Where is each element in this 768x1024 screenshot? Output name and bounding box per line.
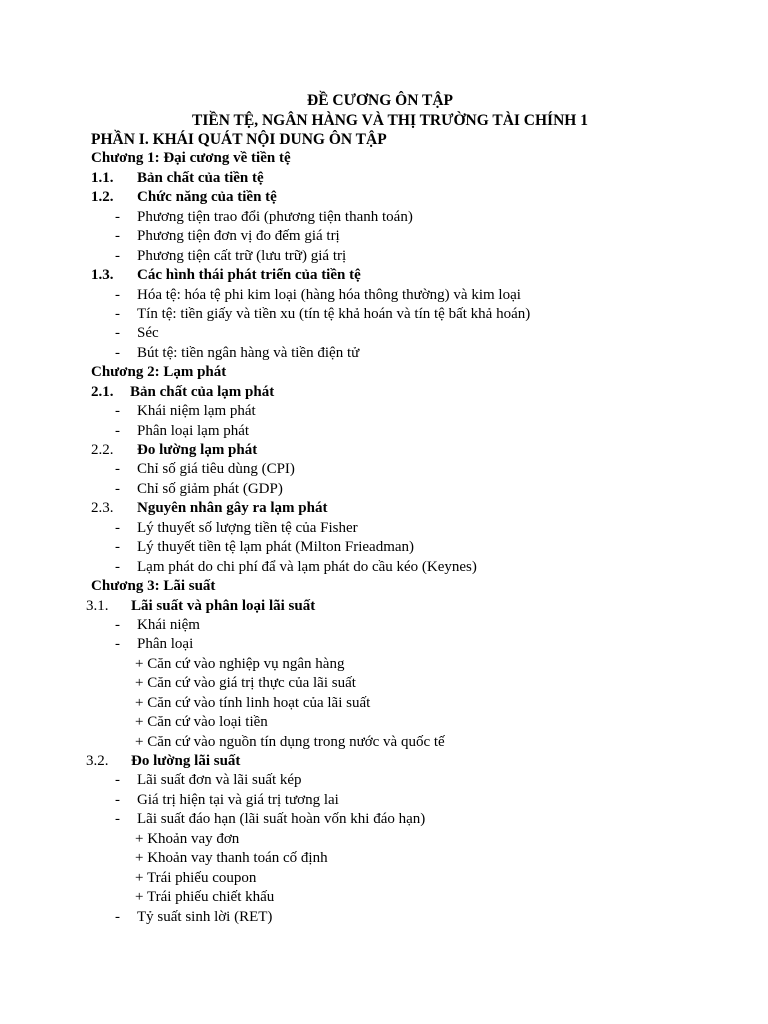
- section-heading: [0, 383, 768, 402]
- dash-bullet-icon: -: [115, 480, 120, 497]
- bullet-item: [0, 324, 768, 343]
- section-title: Bản chất của tiền tệ: [137, 169, 264, 186]
- bullet-item: [0, 616, 768, 635]
- section-number: 3.1.: [86, 597, 109, 614]
- sub-item-text: + Khoản vay đơn: [135, 830, 240, 847]
- bullet-text: Bút tệ: tiền ngân hàng và tiền điện tử: [137, 344, 360, 361]
- bullet-item: [0, 771, 768, 790]
- bullet-text: Lý thuyết tiền tệ lạm phát (Milton Frieadman): [137, 539, 415, 556]
- sub-item-text: + Căn cứ vào nguồn tín dụng trong nước và quốc tế: [135, 733, 445, 750]
- dash-bullet-icon: -: [115, 305, 120, 322]
- section-title: Chức năng của tiền tệ: [137, 189, 277, 206]
- bullet-text: Hóa tệ: hóa tệ phi kim loại (hàng hóa thông thường) và kim loại: [137, 286, 521, 303]
- section-heading: [0, 499, 768, 518]
- bullet-item: [0, 791, 768, 810]
- section-heading: [0, 597, 768, 616]
- section-title: Đo lường lạm phát: [137, 442, 258, 458]
- section-number: 2.2.: [91, 442, 114, 458]
- chapter-heading: Chương 1: Đại cương về tiền tệ: [91, 150, 291, 167]
- bullet-item: [0, 344, 768, 363]
- bullet-text: Khái niệm: [137, 616, 200, 633]
- section-title: Các hình thái phát triển của tiền tệ: [137, 267, 361, 284]
- bullet-item: [0, 247, 768, 266]
- sub-item: [0, 694, 768, 713]
- sub-item-text: + Khoản vay thanh toán cố định: [135, 850, 328, 867]
- section-title: Đo lường lãi suất: [131, 753, 241, 769]
- sub-item: [0, 849, 768, 868]
- bullet-item: [0, 402, 768, 421]
- sub-item-text: + Trái phiếu chiết khấu: [135, 889, 275, 906]
- dash-bullet-icon: -: [115, 208, 120, 225]
- bullet-item: [0, 558, 768, 577]
- section-number: 2.1.: [91, 383, 114, 400]
- section-number: 1.1.: [91, 169, 114, 186]
- bullet-text: Lãi suất đáo hạn (lãi suất hoàn vốn khi đáo hạn): [137, 811, 426, 828]
- document-title: ĐỀ CƯƠNG ÔN TẬP: [307, 92, 453, 109]
- bullet-item: [0, 460, 768, 479]
- dash-bullet-icon: -: [115, 772, 120, 789]
- sub-item: [0, 869, 768, 888]
- sub-item: [0, 713, 768, 732]
- chapter-heading: Chương 2: Lạm phát: [91, 364, 227, 381]
- sub-item: [0, 733, 768, 752]
- dash-bullet-icon: -: [115, 286, 120, 303]
- dash-bullet-icon: -: [115, 791, 120, 808]
- bullet-text: Lãi suất đơn và lãi suất kép: [137, 772, 302, 789]
- bullet-text: Tỷ suất sinh lời (RET): [137, 908, 273, 925]
- bullet-text: Khái niệm lạm phát: [137, 403, 256, 420]
- bullet-text: Phân loại lạm phát: [137, 422, 250, 439]
- chapter-heading: Chương 3: Lãi suất: [91, 578, 216, 595]
- dash-bullet-icon: -: [115, 325, 120, 342]
- section-title: Bản chất của lạm phát: [130, 383, 275, 400]
- bullet-text: Tín tệ: tiền giấy và tiền xu (tín tệ khả hoán và tín tệ bất khả hoán): [137, 305, 531, 322]
- sub-item-text: + Căn cứ vào tính linh hoạt của lãi suất: [135, 694, 371, 711]
- section-number: 1.2.: [91, 189, 114, 206]
- dash-bullet-icon: -: [115, 811, 120, 828]
- sub-item-text: + Căn cứ vào loại tiền: [135, 714, 268, 731]
- section-title: Lãi suất và phân loại lãi suất: [131, 597, 316, 614]
- bullet-item: [0, 635, 768, 654]
- dash-bullet-icon: -: [115, 519, 120, 536]
- bullet-text: Chỉ số giá tiêu dùng (CPI): [137, 461, 295, 478]
- bullet-item: [0, 208, 768, 227]
- dash-bullet-icon: -: [115, 344, 120, 361]
- sub-item: [0, 655, 768, 674]
- section-number: 1.3.: [91, 267, 114, 284]
- bullet-text: Phương tiện đơn vị đo đếm giá trị: [137, 228, 340, 245]
- section-number: 2.3.: [91, 500, 114, 517]
- bullet-text: Séc: [137, 325, 159, 342]
- bullet-text: Giá trị hiện tại và giá trị tương lai: [137, 791, 339, 808]
- bullet-item: [0, 538, 768, 557]
- section-number: 3.2.: [86, 753, 109, 769]
- dash-bullet-icon: -: [115, 422, 120, 439]
- dash-bullet-icon: -: [115, 247, 120, 264]
- dash-bullet-icon: -: [115, 636, 120, 653]
- dash-bullet-icon: -: [115, 403, 120, 420]
- bullet-item: [0, 908, 768, 927]
- bullet-item: [0, 422, 768, 441]
- bullet-text: Phương tiện trao đổi (phương tiện thanh toán): [137, 208, 413, 225]
- sub-item: [0, 830, 768, 849]
- bullet-text: Lý thuyết số lượng tiền tệ của Fisher: [137, 519, 358, 536]
- section-title: Nguyên nhân gây ra lạm phát: [137, 500, 328, 517]
- bullet-item: [0, 305, 768, 324]
- bullet-item: [0, 227, 768, 246]
- bullet-text: Phân loại: [137, 636, 194, 653]
- bullet-text: Phương tiện cất trữ (lưu trữ) giá trị: [137, 247, 347, 264]
- section-heading: [0, 266, 768, 285]
- dash-bullet-icon: -: [115, 539, 120, 556]
- sub-item-text: + Căn cứ vào nghiệp vụ ngân hàng: [135, 655, 345, 672]
- bullet-item: [0, 286, 768, 305]
- section-heading: [0, 169, 768, 188]
- section-heading: [0, 441, 768, 460]
- sub-item: [0, 674, 768, 693]
- bullet-text: Chỉ số giảm phát (GDP): [137, 480, 283, 497]
- document-subtitle: TIỀN TỆ, NGÂN HÀNG VÀ THỊ TRƯỜNG TÀI CHÍNH 1: [192, 112, 588, 129]
- sub-item: [0, 888, 768, 907]
- dash-bullet-icon: -: [115, 461, 120, 478]
- dash-bullet-icon: -: [115, 558, 120, 575]
- dash-bullet-icon: -: [115, 908, 120, 925]
- section-heading: [0, 188, 768, 207]
- dash-bullet-icon: -: [115, 228, 120, 245]
- sub-item-text: + Căn cứ vào giá trị thực của lãi suất: [135, 675, 356, 692]
- dash-bullet-icon: -: [115, 616, 120, 633]
- outline-body: [0, 130, 768, 927]
- bullet-item: [0, 480, 768, 499]
- bullet-item: [0, 810, 768, 829]
- bullet-text: Lạm phát do chi phí đẩ và lạm phát do cầu kéo (Keynes): [137, 558, 477, 575]
- section-heading: [0, 752, 768, 771]
- sub-item-text: + Trái phiếu coupon: [135, 869, 257, 886]
- bullet-item: [0, 519, 768, 538]
- part-heading: PHẦN I. KHÁI QUÁT NỘI DUNG ÔN TẬP: [91, 131, 387, 148]
